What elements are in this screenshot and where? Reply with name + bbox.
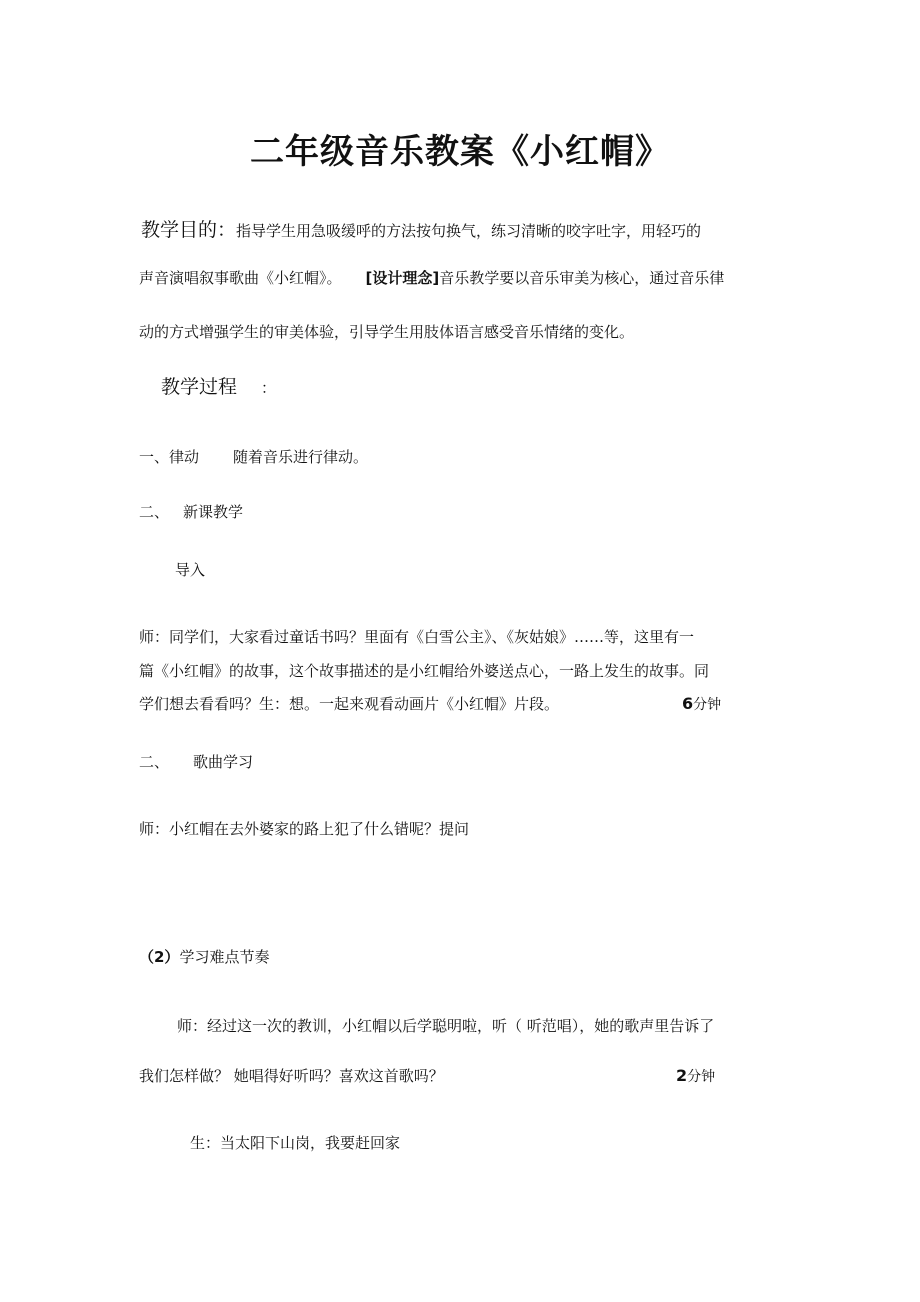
teacher-3-line-1: 师：经过这一次的教训，小红帽以后学聪明啦，听（ 听范唱），她的歌声里告诉了 xyxy=(177,1017,715,1035)
duration-2 xyxy=(676,1066,715,1087)
objective-line-3: 动的方式增强学生的审美体验，引导学生用肢体语言感受音乐情绪的变化。 xyxy=(139,323,635,341)
document-title: 二年级音乐教案《小红帽》 xyxy=(250,132,670,172)
duration-1-unit: 分钟 xyxy=(693,697,722,713)
duration-2-unit: 分钟 xyxy=(687,1069,716,1085)
point-2 xyxy=(139,947,269,967)
section-2-text: 新课教学 xyxy=(183,503,244,521)
teacher-1-line-2: 篇《小红帽》的故事，这个故事描述的是小红帽给外婆送点心，一路上发生的故事。同 xyxy=(139,662,710,680)
point-2-text: 学习难点节奏 xyxy=(179,948,270,966)
section-2 xyxy=(139,502,243,522)
section-1 xyxy=(139,447,368,467)
objective-text-1: 指导学生用急吸缓呼的方法按句换气，练习清晰的咬字吐字，用轻巧的 xyxy=(236,222,702,240)
point-2-number: （2） xyxy=(139,948,180,966)
objective-line-1 xyxy=(141,220,701,241)
duration-1 xyxy=(682,694,721,715)
objective-text-2c: 音乐教学要以音乐审美为核心，通过音乐律 xyxy=(439,269,725,287)
process-label: 教学过程 xyxy=(161,376,238,398)
teacher-1-line-1: 师：同学们，大家看过童话书吗？里面有《白雪公主》、《灰姑娘》……等，这里有一 xyxy=(139,628,695,646)
student-1-line-1: 生：当太阳下山岗，我要赶回家 xyxy=(190,1134,401,1152)
objective-text-2a: 声音演唱叙事歌曲《小红帽》。 xyxy=(139,269,342,287)
section-3-label: 二、 xyxy=(139,753,170,771)
teacher-3-line-2: 我们怎样做？ 她唱得好听吗？喜欢这首歌吗？ xyxy=(139,1067,444,1085)
duration-1-number: 6 xyxy=(682,694,694,713)
process-heading xyxy=(161,377,276,398)
process-colon: ： xyxy=(261,379,277,397)
design-concept-label: [设计理念] xyxy=(365,269,440,287)
teacher-1-line-3: 学们想去看看吗？生：想。一起来观看动画片《小红帽》片段。 xyxy=(139,695,560,713)
objective-line-2 xyxy=(139,268,724,288)
section-3-text: 歌曲学习 xyxy=(193,753,254,771)
duration-2-number: 2 xyxy=(676,1066,688,1085)
section-1-label: 一、律动 xyxy=(139,448,200,466)
objective-label: 教学目的： xyxy=(141,219,237,241)
section-2-label: 二、 xyxy=(139,503,170,521)
section-3 xyxy=(139,752,253,772)
section-1-text: 随着音乐进行律动。 xyxy=(233,448,369,466)
teacher-2-line-1: 师：小红帽在去外婆家的路上犯了什么错呢？提问 xyxy=(139,820,470,838)
intro-label: 导入 xyxy=(175,561,206,579)
